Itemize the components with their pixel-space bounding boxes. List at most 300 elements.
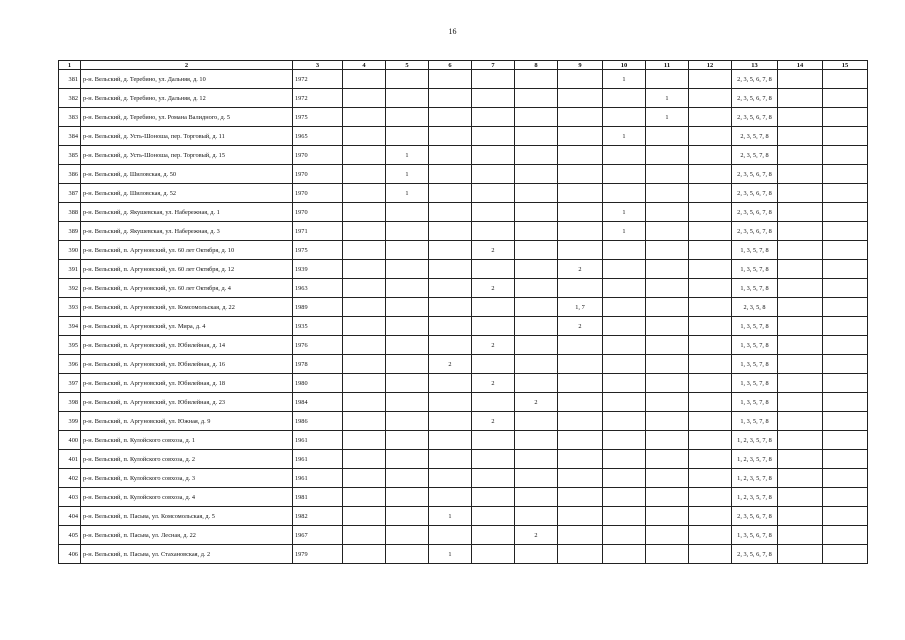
table-row [59, 431, 868, 450]
col9-cell [558, 355, 603, 374]
col9-cell [558, 488, 603, 507]
col8-cell [515, 355, 558, 374]
col11-cell [646, 374, 689, 393]
col12-cell [689, 203, 732, 222]
col6-cell [429, 469, 472, 488]
row-number: 397 [59, 374, 81, 393]
col4-cell [343, 222, 386, 241]
col13-cell: 2, 3, 5, 6, 7, 8 [732, 203, 778, 222]
address-cell: р-н. Вельский, п. Аргуновский, ул. Мира, д. 4 [81, 317, 293, 336]
col8-cell [515, 374, 558, 393]
col12-cell [689, 279, 732, 298]
col8-cell [515, 412, 558, 431]
row-number: 386 [59, 165, 81, 184]
col6-cell: 1 [429, 507, 472, 526]
col9-cell [558, 450, 603, 469]
col11-cell [646, 203, 689, 222]
col6-cell [429, 89, 472, 108]
col5-cell [386, 488, 429, 507]
col13-cell: 2, 3, 5, 8 [732, 298, 778, 317]
col10-cell [603, 469, 646, 488]
col8-cell [515, 70, 558, 89]
address-cell: р-н. Вельский, д. Теребино, ул. Дальняя, д. 10 [81, 70, 293, 89]
col15-cell [823, 393, 868, 412]
col4-cell [343, 412, 386, 431]
col6-cell [429, 317, 472, 336]
col11-cell [646, 222, 689, 241]
col9-cell [558, 412, 603, 431]
col4-cell [343, 241, 386, 260]
row-number: 403 [59, 488, 81, 507]
col4-cell [343, 108, 386, 127]
address-cell: р-н. Вельский, д. Шиловская, д. 50 [81, 165, 293, 184]
table-row [59, 336, 868, 355]
col8-cell [515, 184, 558, 203]
table-row [59, 165, 868, 184]
col8-cell [515, 260, 558, 279]
col5-cell [386, 298, 429, 317]
row-number: 395 [59, 336, 81, 355]
row-number: 387 [59, 184, 81, 203]
col11-cell [646, 355, 689, 374]
col5-cell [386, 241, 429, 260]
address-cell: р-н. Вельский, д. Якушевская, ул. Набережная, д. 3 [81, 222, 293, 241]
col12-cell [689, 165, 732, 184]
col14-cell [778, 203, 823, 222]
col12-cell [689, 89, 732, 108]
table-row [59, 298, 868, 317]
col9-cell [558, 184, 603, 203]
col12-cell [689, 108, 732, 127]
col4-cell [343, 165, 386, 184]
col13-cell: 1, 3, 5, 7, 8 [732, 241, 778, 260]
col6-cell [429, 374, 472, 393]
col14-cell [778, 431, 823, 450]
col14-cell [778, 298, 823, 317]
year-cell: 1984 [293, 393, 343, 412]
col11-cell [646, 184, 689, 203]
col4-cell [343, 279, 386, 298]
year-cell: 1961 [293, 431, 343, 450]
year-cell: 1961 [293, 450, 343, 469]
col13-cell: 1, 3, 5, 7, 8 [732, 374, 778, 393]
col4-cell [343, 393, 386, 412]
column-header: 5 [386, 61, 429, 70]
col8-cell [515, 108, 558, 127]
col6-cell [429, 260, 472, 279]
col10-cell [603, 545, 646, 564]
col9-cell [558, 70, 603, 89]
year-cell: 1971 [293, 222, 343, 241]
col14-cell [778, 241, 823, 260]
col13-cell: 1, 3, 5, 7, 8 [732, 336, 778, 355]
col12-cell [689, 469, 732, 488]
col6-cell [429, 146, 472, 165]
col11-cell [646, 431, 689, 450]
col9-cell [558, 89, 603, 108]
col11-cell [646, 336, 689, 355]
year-cell: 1935 [293, 317, 343, 336]
page-number: 16 [448, 27, 457, 36]
year-cell: 1981 [293, 488, 343, 507]
row-number: 385 [59, 146, 81, 165]
col6-cell [429, 431, 472, 450]
col8-cell [515, 469, 558, 488]
year-cell: 1965 [293, 127, 343, 146]
header-row [59, 61, 868, 70]
row-number: 402 [59, 469, 81, 488]
col5-cell [386, 70, 429, 89]
col9-cell [558, 222, 603, 241]
col7-cell [472, 393, 515, 412]
col7-cell [472, 260, 515, 279]
address-cell: р-н. Вельский, п. Аргуновский, ул. Южная, д. 9 [81, 412, 293, 431]
column-header: 7 [472, 61, 515, 70]
col12-cell [689, 431, 732, 450]
col8-cell [515, 203, 558, 222]
col10-cell [603, 260, 646, 279]
col11-cell [646, 545, 689, 564]
col12-cell [689, 507, 732, 526]
table-row [59, 450, 868, 469]
table-row [59, 279, 868, 298]
col8-cell [515, 222, 558, 241]
address-cell: р-н. Вельский, п. Аргуновский, ул. Юбилейная, д. 14 [81, 336, 293, 355]
col5-cell [386, 507, 429, 526]
col7-cell: 2 [472, 336, 515, 355]
col13-cell: 1, 3, 5, 7, 8 [732, 393, 778, 412]
col11-cell [646, 241, 689, 260]
row-number: 396 [59, 355, 81, 374]
row-number: 392 [59, 279, 81, 298]
year-cell: 1970 [293, 184, 343, 203]
col4-cell [343, 431, 386, 450]
col6-cell [429, 298, 472, 317]
col14-cell [778, 526, 823, 545]
col8-cell [515, 450, 558, 469]
col14-cell [778, 488, 823, 507]
col14-cell [778, 70, 823, 89]
address-cell: р-н. Вельский, п. Аргуновский, ул. Юбилейная, д. 16 [81, 355, 293, 374]
col7-cell [472, 526, 515, 545]
col4-cell [343, 374, 386, 393]
col7-cell [472, 108, 515, 127]
col7-cell: 2 [472, 279, 515, 298]
col10-cell [603, 431, 646, 450]
col15-cell [823, 488, 868, 507]
year-cell: 1970 [293, 203, 343, 222]
col6-cell [429, 165, 472, 184]
col13-cell: 1, 2, 3, 5, 7, 8 [732, 469, 778, 488]
address-cell: р-н. Вельский, д. Теребино, ул. Романа Валидного, д. 5 [81, 108, 293, 127]
col5-cell: 1 [386, 146, 429, 165]
col7-cell [472, 317, 515, 336]
col9-cell [558, 431, 603, 450]
col8-cell [515, 241, 558, 260]
address-cell: р-н. Вельский, п. Пасьва, ул. Комсомольская, д. 5 [81, 507, 293, 526]
col10-cell [603, 89, 646, 108]
col6-cell [429, 526, 472, 545]
col6-cell [429, 108, 472, 127]
table-row [59, 222, 868, 241]
col7-cell [472, 469, 515, 488]
table-row [59, 526, 868, 545]
year-cell: 1970 [293, 165, 343, 184]
col7-cell [472, 545, 515, 564]
col13-cell: 1, 2, 3, 5, 7, 8 [732, 431, 778, 450]
col9-cell [558, 146, 603, 165]
col10-cell [603, 317, 646, 336]
col15-cell [823, 545, 868, 564]
col14-cell [778, 469, 823, 488]
row-number: 398 [59, 393, 81, 412]
col4-cell [343, 526, 386, 545]
col5-cell [386, 412, 429, 431]
col11-cell [646, 507, 689, 526]
address-cell: р-н. Вельский, п. Аргуновский, ул. 60 лет Октября, д. 12 [81, 260, 293, 279]
row-number: 391 [59, 260, 81, 279]
column-header: 13 [732, 61, 778, 70]
col9-cell [558, 526, 603, 545]
year-cell: 1979 [293, 545, 343, 564]
col12-cell [689, 184, 732, 203]
year-cell: 1961 [293, 469, 343, 488]
table-row [59, 146, 868, 165]
col7-cell [472, 431, 515, 450]
col9-cell: 2 [558, 260, 603, 279]
row-number: 400 [59, 431, 81, 450]
address-cell: р-н. Вельский, п. Кулойского совхоза, д. 4 [81, 488, 293, 507]
address-cell: р-н. Вельский, п. Пасьва, ул. Стахановская, д. 2 [81, 545, 293, 564]
col4-cell [343, 89, 386, 108]
col10-cell [603, 165, 646, 184]
col15-cell [823, 450, 868, 469]
col8-cell [515, 317, 558, 336]
col15-cell [823, 279, 868, 298]
col15-cell [823, 317, 868, 336]
col15-cell [823, 70, 868, 89]
col7-cell [472, 146, 515, 165]
year-cell: 1986 [293, 412, 343, 431]
col14-cell [778, 165, 823, 184]
col15-cell [823, 469, 868, 488]
col8-cell [515, 488, 558, 507]
col12-cell [689, 241, 732, 260]
col9-cell: 2 [558, 317, 603, 336]
col4-cell [343, 317, 386, 336]
col4-cell [343, 469, 386, 488]
col11-cell: 1 [646, 108, 689, 127]
col10-cell [603, 488, 646, 507]
row-number: 405 [59, 526, 81, 545]
col13-cell: 2, 3, 5, 6, 7, 8 [732, 184, 778, 203]
col14-cell [778, 184, 823, 203]
col14-cell [778, 127, 823, 146]
col13-cell: 2, 3, 5, 6, 7, 8 [732, 165, 778, 184]
col14-cell [778, 336, 823, 355]
col8-cell [515, 89, 558, 108]
year-cell: 1989 [293, 298, 343, 317]
column-header: 15 [823, 61, 868, 70]
col9-cell [558, 203, 603, 222]
col7-cell [472, 450, 515, 469]
col10-cell [603, 412, 646, 431]
col12-cell [689, 222, 732, 241]
col7-cell [472, 165, 515, 184]
table-row [59, 241, 868, 260]
col13-cell: 2, 3, 5, 6, 7, 8 [732, 89, 778, 108]
address-cell: р-н. Вельский, п. Кулойского совхоза, д. 1 [81, 431, 293, 450]
col14-cell [778, 507, 823, 526]
col4-cell [343, 298, 386, 317]
col9-cell [558, 279, 603, 298]
column-header: 12 [689, 61, 732, 70]
col9-cell [558, 374, 603, 393]
col12-cell [689, 260, 732, 279]
col14-cell [778, 260, 823, 279]
col5-cell [386, 108, 429, 127]
col4-cell [343, 184, 386, 203]
col4-cell [343, 355, 386, 374]
col6-cell [429, 488, 472, 507]
address-cell: р-н. Вельский, д. Усть-Шоноша, пер. Торговый, д. 15 [81, 146, 293, 165]
col8-cell [515, 279, 558, 298]
table-row [59, 469, 868, 488]
address-cell: р-н. Вельский, д. Усть-Шоноша, пер. Торговый, д. 11 [81, 127, 293, 146]
col8-cell [515, 431, 558, 450]
col15-cell [823, 127, 868, 146]
address-cell: р-н. Вельский, п. Аргуновский, ул. Комсомольская, д. 22 [81, 298, 293, 317]
col4-cell [343, 450, 386, 469]
col4-cell [343, 127, 386, 146]
col8-cell [515, 127, 558, 146]
col13-cell: 2, 3, 5, 6, 7, 8 [732, 545, 778, 564]
col8-cell [515, 545, 558, 564]
col6-cell [429, 222, 472, 241]
col7-cell [472, 298, 515, 317]
col14-cell [778, 108, 823, 127]
address-cell: р-н. Вельский, п. Аргуновский, ул. Юбилейная, д. 23 [81, 393, 293, 412]
col6-cell [429, 412, 472, 431]
col10-cell [603, 526, 646, 545]
table-row [59, 545, 868, 564]
col10-cell: 1 [603, 127, 646, 146]
row-number: 404 [59, 507, 81, 526]
col11-cell [646, 165, 689, 184]
col9-cell [558, 545, 603, 564]
col5-cell: 1 [386, 165, 429, 184]
column-header: 11 [646, 61, 689, 70]
col11-cell [646, 298, 689, 317]
col15-cell [823, 526, 868, 545]
col13-cell: 2, 3, 5, 6, 7, 8 [732, 507, 778, 526]
col5-cell [386, 127, 429, 146]
table-row [59, 412, 868, 431]
col6-cell [429, 70, 472, 89]
year-cell: 1982 [293, 507, 343, 526]
col13-cell: 1, 3, 5, 7, 8 [732, 279, 778, 298]
col9-cell [558, 241, 603, 260]
col5-cell [386, 89, 429, 108]
col7-cell [472, 507, 515, 526]
col11-cell [646, 488, 689, 507]
col6-cell [429, 336, 472, 355]
col14-cell [778, 545, 823, 564]
table-body [59, 70, 868, 564]
col10-cell [603, 374, 646, 393]
col14-cell [778, 222, 823, 241]
col7-cell [472, 184, 515, 203]
table-row [59, 317, 868, 336]
col8-cell: 2 [515, 393, 558, 412]
col7-cell [472, 89, 515, 108]
col10-cell [603, 393, 646, 412]
col4-cell [343, 203, 386, 222]
address-cell: р-н. Вельский, п. Кулойского совхоза, д. 3 [81, 469, 293, 488]
col5-cell [386, 545, 429, 564]
table-row [59, 89, 868, 108]
col5-cell [386, 469, 429, 488]
table-row [59, 507, 868, 526]
col4-cell [343, 488, 386, 507]
col11-cell [646, 412, 689, 431]
col6-cell [429, 127, 472, 146]
col4-cell [343, 507, 386, 526]
col11-cell [646, 70, 689, 89]
address-cell: р-н. Вельский, п. Пасьва, ул. Лесная, д. 22 [81, 526, 293, 545]
column-header: 2 [81, 61, 293, 70]
year-cell: 1972 [293, 89, 343, 108]
col11-cell [646, 317, 689, 336]
address-cell: р-н. Вельский, д. Шиловская, д. 52 [81, 184, 293, 203]
col8-cell [515, 298, 558, 317]
col5-cell [386, 450, 429, 469]
col8-cell: 2 [515, 526, 558, 545]
col14-cell [778, 279, 823, 298]
col10-cell [603, 279, 646, 298]
col7-cell: 2 [472, 412, 515, 431]
col9-cell [558, 165, 603, 184]
col5-cell [386, 203, 429, 222]
col13-cell: 1, 3, 5, 7, 8 [732, 412, 778, 431]
col12-cell [689, 450, 732, 469]
col5-cell [386, 336, 429, 355]
col15-cell [823, 298, 868, 317]
column-header: 6 [429, 61, 472, 70]
col4-cell [343, 146, 386, 165]
col11-cell [646, 450, 689, 469]
col14-cell [778, 412, 823, 431]
col8-cell [515, 507, 558, 526]
col12-cell [689, 355, 732, 374]
col6-cell [429, 203, 472, 222]
col5-cell [386, 374, 429, 393]
row-number: 381 [59, 70, 81, 89]
year-cell: 1967 [293, 526, 343, 545]
address-cell: р-н. Вельский, п. Аргуновский, ул. Юбилейная, д. 18 [81, 374, 293, 393]
address-cell: р-н. Вельский, п. Аргуновский, ул. 60 лет Октября, д. 10 [81, 241, 293, 260]
col13-cell: 1, 2, 3, 5, 7, 8 [732, 488, 778, 507]
col10-cell [603, 108, 646, 127]
column-header: 1 [59, 61, 81, 70]
table-row [59, 184, 868, 203]
col14-cell [778, 355, 823, 374]
col13-cell: 1, 3, 5, 7, 8 [732, 317, 778, 336]
col7-cell [472, 355, 515, 374]
col15-cell [823, 146, 868, 165]
col13-cell: 2, 3, 5, 7, 8 [732, 146, 778, 165]
col6-cell [429, 279, 472, 298]
